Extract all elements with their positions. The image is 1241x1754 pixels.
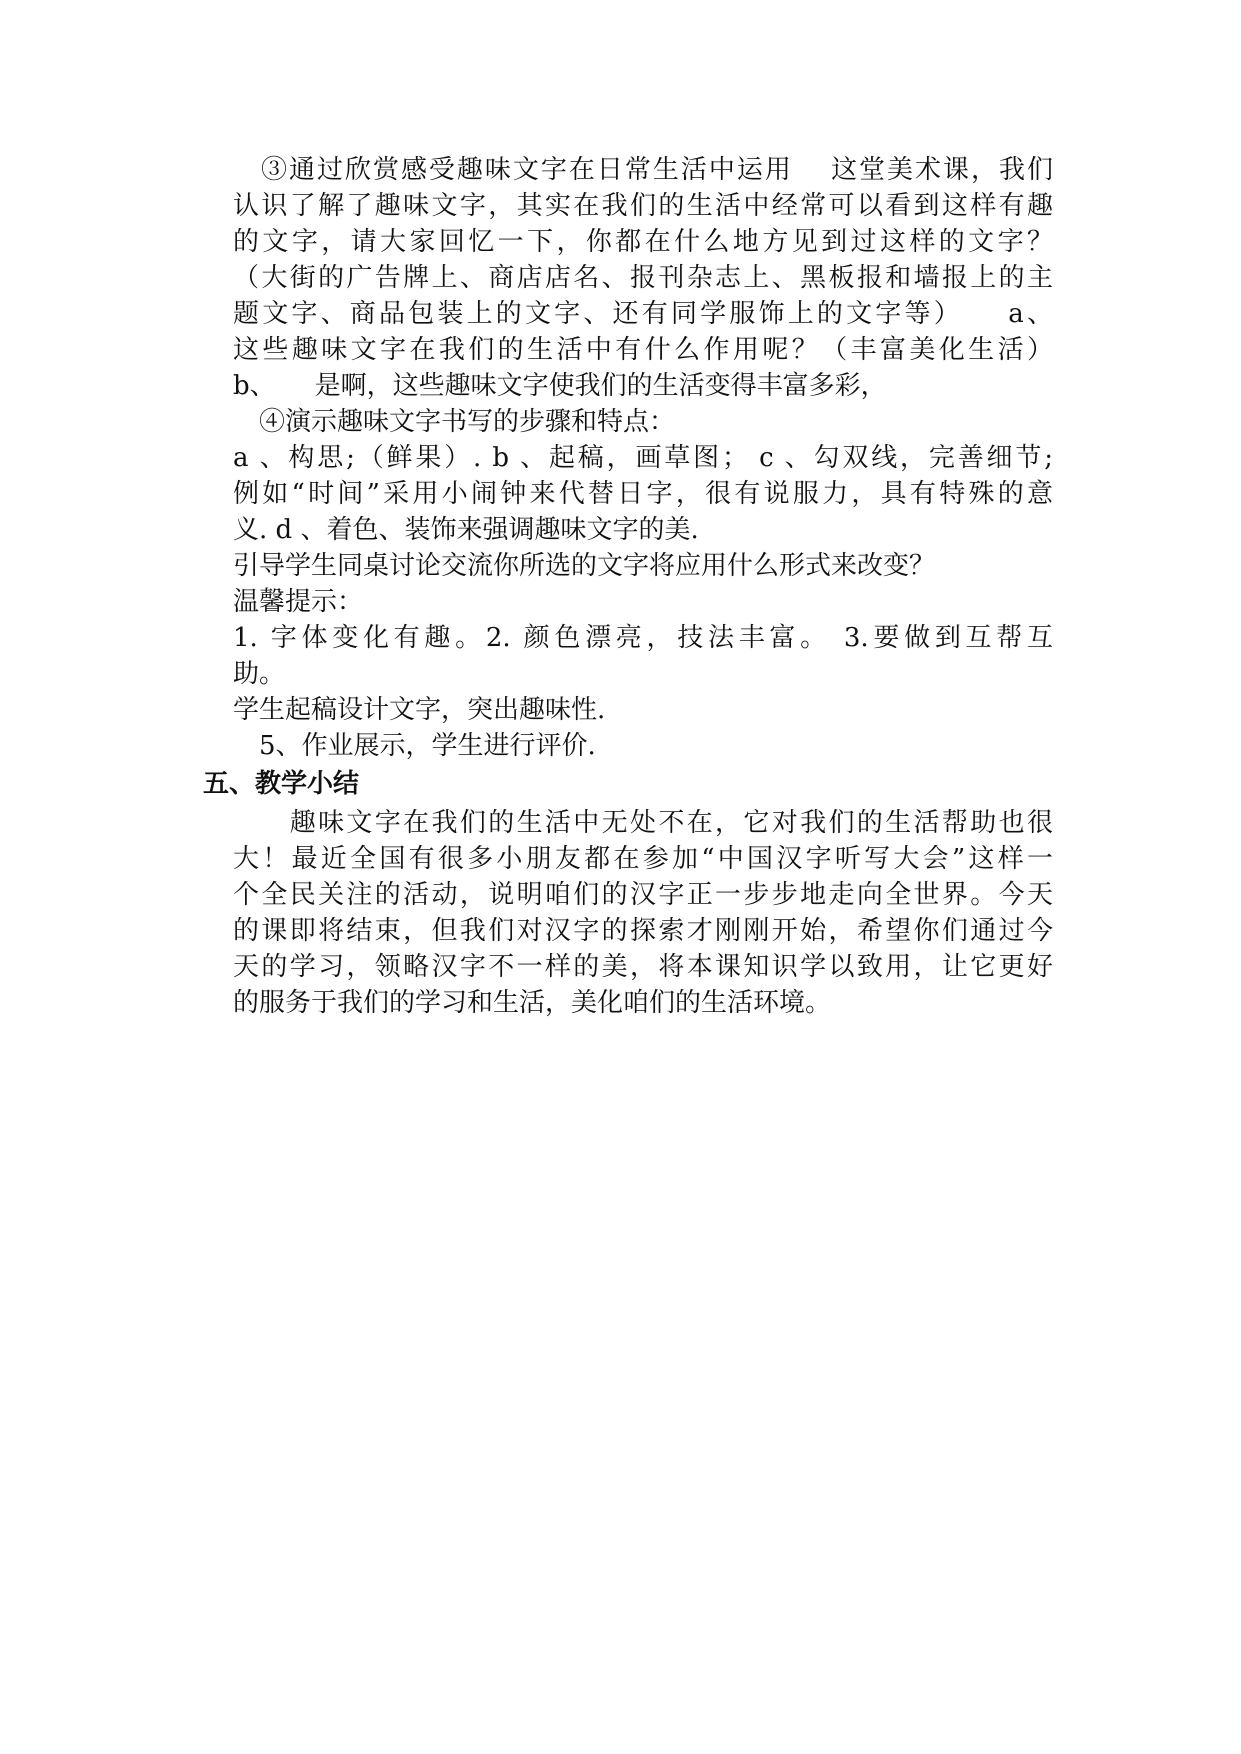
- section-heading: 五、教学小结: [203, 769, 360, 799]
- paragraph-line: 助。: [233, 659, 286, 689]
- paragraph-line: 学生起稿设计文字，突出趣味性.: [233, 695, 606, 725]
- paragraph-line: 天的学习，领略汉字不一样的美，将本课知识学以致用，让它更好: [233, 952, 1053, 982]
- paragraph-line: ④演示趣味文字书写的步骤和特点：: [233, 407, 676, 437]
- paragraph-line: 例如“时间”采用小闹钟来代替日字，很有说服力，具有特殊的意: [233, 479, 1053, 509]
- paragraph-line: 引导学生同桌讨论交流你所选的文字将应用什么形式来改变？: [233, 551, 936, 581]
- paragraph-line: b、 是啊，这些趣味文字使我们的生活变得丰富多彩，: [233, 371, 887, 401]
- paragraph-line: 的服务于我们的学习和生活，美化咱们的生活环境。: [233, 988, 832, 1018]
- paragraph-line: 5、作业展示，学生进行评价.: [233, 731, 596, 761]
- paragraph-line: 义. d 、着色、装饰来强调趣味文字的美.: [233, 515, 699, 545]
- paragraph-line: 的文字，请大家回忆一下，你都在什么地方见到过这样的文字？: [233, 227, 1053, 257]
- paragraph-line: 这些趣味文字在我们的生活中有什么作用呢？（丰富美化生活）: [233, 335, 1053, 365]
- paragraph-line: 认识了解了趣味文字，其实在我们的生活中经常可以看到这样有趣: [233, 191, 1053, 221]
- paragraph-line: a 、构思;（鲜果）. b 、起稿，画草图； c 、勾双线，完善细节;: [233, 443, 1053, 473]
- paragraph-line: 趣味文字在我们的生活中无处不在，它对我们的生活帮助也很: [233, 808, 1053, 838]
- paragraph-line: 个全民关注的活动，说明咱们的汉字正一步步地走向全世界。今天: [233, 880, 1053, 910]
- paragraph-line: 1. 字体变化有趣。2. 颜色漂亮，技法丰富。 3.要做到互帮互: [233, 623, 1053, 653]
- paragraph-line: 大！最近全国有很多小朋友都在参加“中国汉字听写大会”这样一: [233, 844, 1053, 874]
- paragraph-line: （大街的广告牌上、商店店名、报刊杂志上、黑板报和墙报上的主: [233, 263, 1053, 293]
- paragraph-line: ③通过欣赏感受趣味文字在日常生活中运用 这堂美术课，我们: [233, 155, 1053, 185]
- paragraph-line: 温馨提示：: [233, 587, 364, 617]
- paragraph-line: 的课即将结束，但我们对汉字的探索才刚刚开始，希望你们通过今: [233, 916, 1053, 946]
- paragraph-line: 题文字、商品包装上的文字、还有同学服饰上的文字等） a、: [233, 299, 1053, 329]
